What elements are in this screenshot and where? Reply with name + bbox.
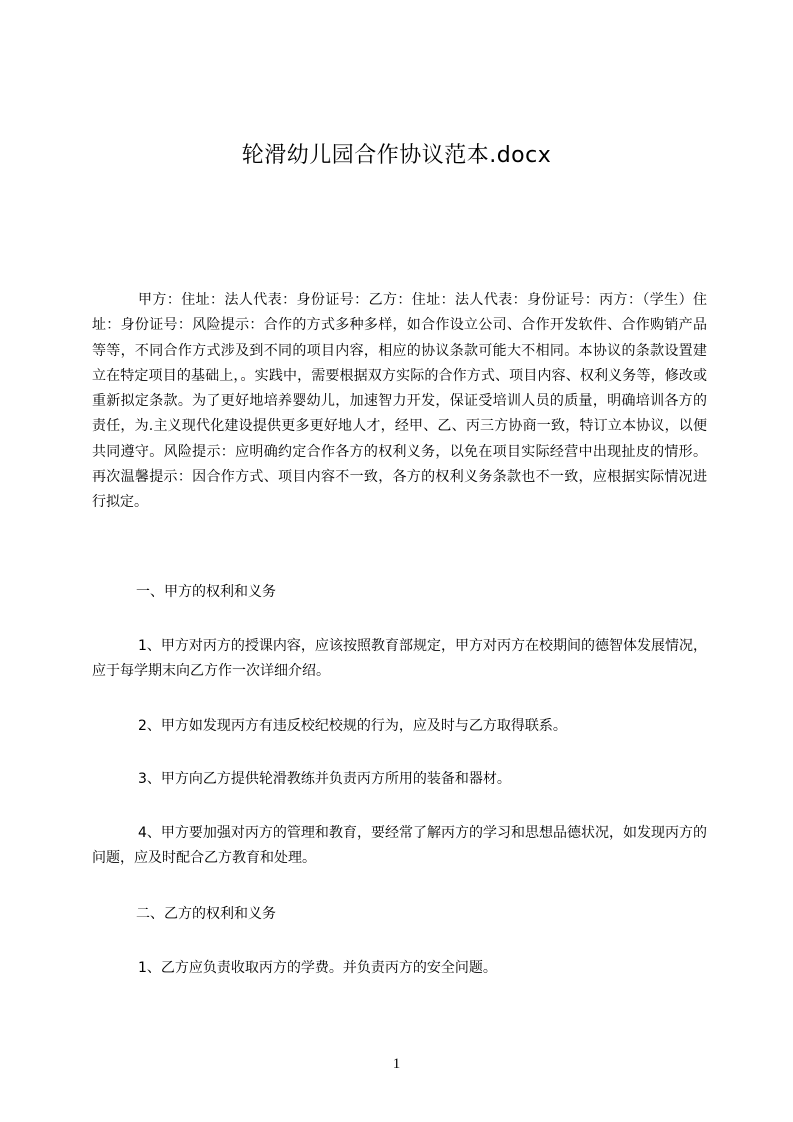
- clause-a-4: 4、甲方要加强对丙方的管理和教育，要经常了解丙方的学习和思想品德状况，如发现丙方的问题，应及时配合乙方教育和处理。: [92, 825, 707, 866]
- clause-a-3: 3、甲方向乙方提供轮滑教练并负责丙方所用的装备和器材。: [138, 771, 511, 787]
- section-heading-party-b: 二、乙方的权利和义务: [136, 906, 276, 922]
- intro-paragraph: 甲方：住址：法人代表：身份证号：乙方：住址：法人代表：身份证号：丙方：（学生）住址：身份证号：风险提示：合作的方式多种多样，如合作设立公司、合作开发软件、合作购销产品等等，不同合作方式涉及到不同的项目内容，相应的协议条款可能大不相同。本协议的条款设置建立在特定项目的基础上，。实践中，需要根据双方实际的合作方式、项目内容、权利义务等，修改或重新拟定条款。为了更好地培养婴幼儿，加速智力开发，保证受培训人员的质量，明确培训各方的责任，为.主义现代化建设提供更多更好地人才，经甲、乙、丙三方协商一致，特订立本协议，以便共同遵守。风险提示：应明确约定合作各方的权利义务，以免在项目实际经营中出现扯皮的情形。再次温馨提示：因合作方式、项目内容不一致，各方的权利义务条款也不一致，应根据实际情况进行拟定。: [92, 292, 707, 511]
- clause-a-1: 1、甲方对丙方的授课内容，应该按照教育部规定，甲方对丙方在校期间的德智体发展情况，应于每学期末向乙方作一次详细介绍。: [92, 638, 707, 679]
- page-number: 1: [392, 1056, 401, 1072]
- section-heading-party-a: 一、甲方的权利和义务: [136, 584, 276, 600]
- document-title: 轮滑幼儿园合作协议范本.docx: [241, 143, 552, 168]
- clause-a-2: 2、甲方如发现丙方有违反校纪校规的行为，应及时与乙方取得联系。: [138, 718, 567, 734]
- clause-b-1: 1、乙方应负责收取丙方的学费。并负责丙方的安全问题。: [138, 960, 497, 976]
